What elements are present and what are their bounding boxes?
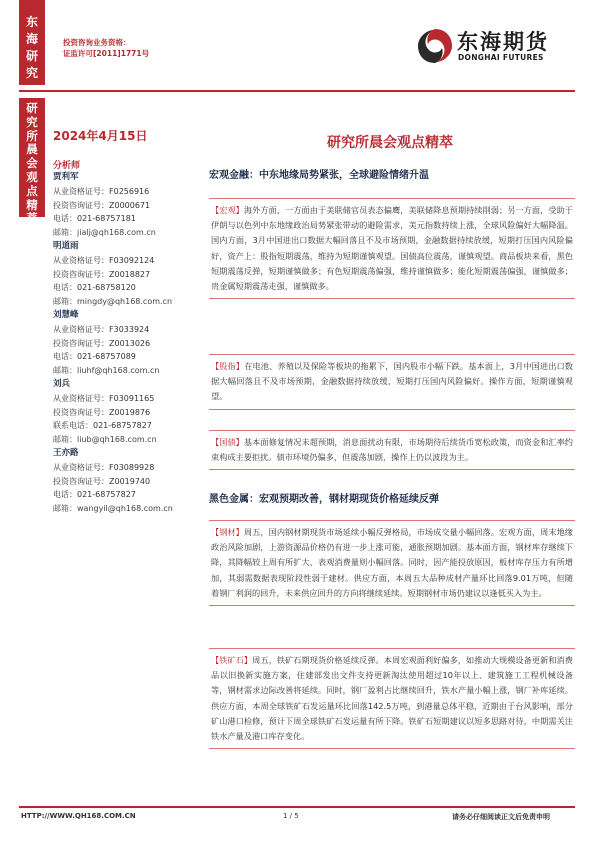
side-report-char: 观 [26, 169, 38, 184]
analyst-email[interactable]: 邮箱：wangyil@qh168.com.cn [53, 504, 173, 514]
paragraph-text: 海外方面，一方面由于美联储官员表态偏鹰，美联储降息预期持续削弱；另一方面，受助于伊朗与以色列中东地缘政治局势紧张带动的避险需求，美元指数持续上涨，全球风险偏好大幅降温。国内方面，3月中国进出口数据大幅回落且不及市场预期，金融数据持续放缓，短期打压国内风险偏好，资产上：股指短期震荡，维持为短期谨慎观望。国债高位震荡，谨慎观望。商品板块来看，黑色短期震荡反弹，短期谨慎做多；有色短期震荡偏强，维持谨慎做多；能化短期震荡偏强，谨慎做多；贵金属短期震荡走强，谨慎做多。 [211, 205, 573, 292]
analyst-consult-id: 投资咨询证号：Z0019876 [53, 407, 151, 417]
side-report-char: 萃 [26, 211, 38, 226]
analyst-license: 从业资格证号：F3033924 [53, 324, 150, 334]
analyst-phone: 电话：021-68758120 [53, 283, 136, 293]
analyst-email[interactable]: 邮箱：mingdy@qh168.com.cn [53, 297, 173, 307]
paragraph-text: 周五，铁矿石期现货价格延续反弹。本周宏观面利好偏多，如推动大规模设备更新和消费品以旧换新实施方案，住建部发出文件支持更新淘汰使用超过10年以上、建筑施工工程机械设备等，钢材需求边际改善将延续。同时，钢厂盈利占比继续回升，铁水产量小幅上涨，钢厂补库延续。供应方面，本周全球铁矿石发运量环比回落142.5万吨，到港量总体平稳，近期由于台风影响，部分矿山港口检修，预计下周全球铁矿石发运量有所下降。铁矿石短期建议以短多思路对待，中期需关注铁水产量及港口库存变化。 [211, 655, 573, 742]
analyst-entry [53, 309, 203, 378]
analyst-entry [53, 378, 203, 447]
logo-swirl-icon [415, 26, 455, 66]
section-title-ferrous: 黑色金属：宏观预期改善，钢材期现货价格延续反弹 [209, 494, 439, 505]
tag-macro: 【宏观】 [211, 205, 244, 215]
side-report-char: 究 [26, 114, 38, 129]
footer-divider [19, 806, 575, 808]
footer-disclaimer: 请务必仔细阅读正文后免责申明 [452, 813, 550, 821]
analyst-phone: 电话：021-68757181 [53, 214, 136, 224]
side-brand-char: 海 [25, 32, 38, 46]
analyst-entry [53, 171, 203, 240]
analyst-phone: 电话：021-68757089 [53, 352, 136, 362]
side-report-char: 精 [26, 197, 38, 212]
side-report-bar [19, 98, 45, 226]
analyst-email[interactable]: 邮箱：jialj@qh168.com.cn [53, 228, 156, 238]
side-report-char: 晨 [26, 142, 38, 157]
report-title: 研究所晨会观点精萃 [327, 135, 453, 151]
analyst-email[interactable]: 邮箱：liuhf@qh168.com.cn [53, 366, 160, 376]
analyst-license: 从业资格证号：F03089928 [53, 462, 155, 472]
analyst-consult-id: 投资咨询证号：Z0019740 [53, 476, 151, 486]
report-date: 2024年4月15日 [53, 129, 148, 143]
analyst-name: 贾利军 [53, 172, 79, 182]
paragraph-text: 周五，国内钢材期现货市场延续小幅反弹格局，市场成交量小幅回落。宏观方面，周末地缘政治风险加剧，上游资源品价格仍有进一步上涨可能，通胀预期加剧。基本面方面，钢材库存继续下降，其降幅较上周有所扩大，表观消费量则小幅回落。同时，因产能投放原因，板材库存压力有所增加，其弱需数据表现阶段性弱于建材。供应方面，本周五大品种成材产量环比回落9.01万吨，但随着钢厂利润的回升，未来供应回升的方向将继续延续。短期钢材市场仍建议以逢低买入为主。 [211, 527, 573, 598]
side-report-char: 会 [26, 156, 38, 171]
side-brand-char: 研 [25, 49, 38, 63]
analyst-name: 王亦路 [53, 447, 79, 458]
analyst-heading: 分析师 [53, 161, 81, 171]
analyst-consult-id: 投资咨询证号：Z0018827 [53, 269, 151, 279]
analyst-name: 明道雨 [53, 240, 79, 251]
analyst-email[interactable]: 邮箱：liub@qh168.com.cn [53, 435, 157, 445]
analyst-license: 从业资格证号：F0256916 [53, 186, 150, 196]
analyst-phone: 联系电话：021-68757827 [53, 421, 152, 431]
analyst-consult-id: 投资咨询证号：Z0013026 [53, 338, 151, 348]
side-report-char: 点 [26, 183, 38, 198]
paragraph-macro [209, 198, 575, 299]
license-line: 证监许可[2011]1771号 [63, 49, 150, 58]
qualification-line: 投资咨询业务资格： [63, 38, 131, 47]
analyst-entry [53, 447, 203, 516]
page-number: 1 / 5 [283, 812, 299, 820]
tag-steel: 【钢材】 [211, 527, 244, 537]
side-brand-char: 究 [25, 66, 38, 80]
paragraph-text: 在电池、养殖以及保险等板块的拖累下，国内股市小幅下跌。基本面上，3月中国进出口数据大幅回落且不及市场预期，金融数据持续放缓，短期打压国内风险偏好。操作方面，短期谨慎观望。 [211, 361, 573, 402]
footer-url-link[interactable]: HTTP://WWW.QH168.COM.CN [21, 812, 136, 820]
tag-stock-index: 【股指】 [211, 361, 245, 371]
tag-iron-ore: 【铁矿石】 [211, 655, 253, 665]
paragraph-text: 基本面修复情况未超预期，消息面扰动有限，市场期待后续货币宽松政策，而资金和汇率约束构成主要拒扰。债市环境仍偏多，但震荡加剧，操作上仍以波段为主。 [211, 437, 573, 463]
side-report-char: 研 [26, 101, 38, 115]
analyst-consult-id: 投资咨询证号：Z0000671 [53, 200, 151, 210]
paragraph-iron-ore [209, 648, 575, 749]
paragraph-steel [209, 520, 575, 606]
analyst-entry [53, 240, 203, 309]
company-logo [415, 26, 575, 68]
paragraph-stock-index [209, 354, 575, 410]
analyst-name: 刘兵 [53, 378, 71, 389]
header-divider [19, 90, 575, 92]
side-brand-bar [19, 0, 45, 85]
analyst-license: 从业资格证号：F03092124 [53, 255, 155, 265]
side-brand-char: 东 [25, 15, 38, 29]
section-title-macro: 宏观金融：中东地缘局势紧张，全球避险情绪升温 [209, 170, 429, 181]
analyst-name: 刘慧峰 [53, 309, 79, 320]
logo-english-text: DONGHAI FUTURES [458, 53, 544, 62]
analyst-license: 从业资格证号：F03091165 [53, 393, 155, 403]
analyst-phone: 电话：021-68757827 [53, 490, 136, 500]
logo-chinese-text: 东海期货 [457, 29, 549, 54]
qualification-block [63, 37, 149, 59]
tag-bond: 【国债】 [211, 437, 244, 447]
analyst-list [53, 171, 203, 516]
side-report-char: 所 [26, 128, 38, 143]
paragraph-bond [209, 430, 575, 470]
